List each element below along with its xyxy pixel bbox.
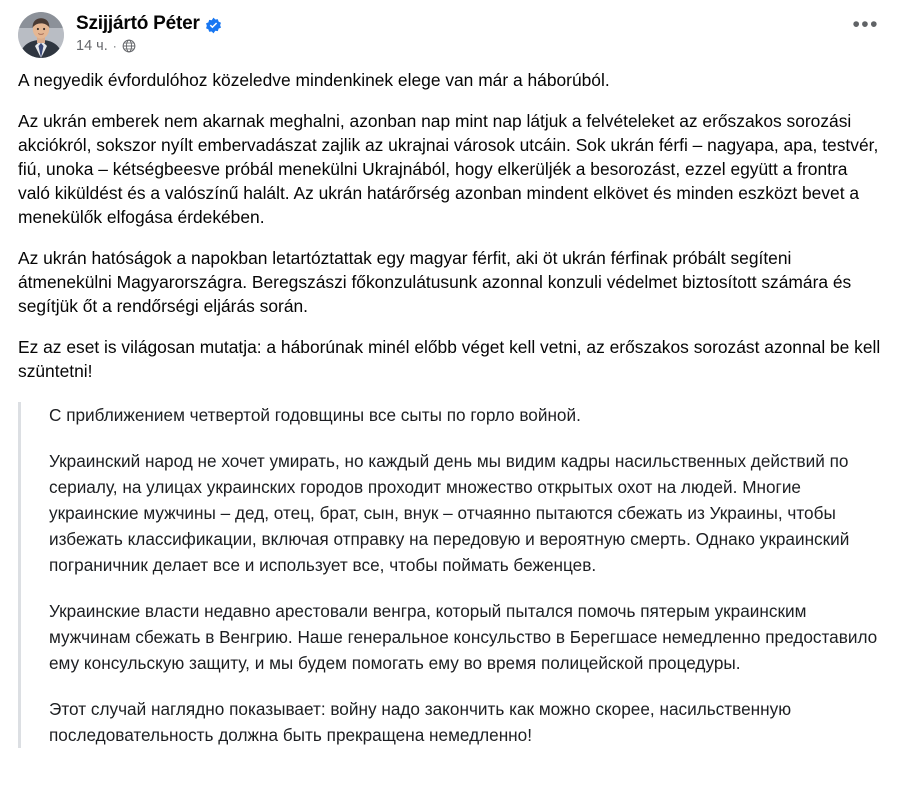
post-paragraph: Az ukrán hatóságok a napokban letartóztattak egy magyar férfit, aki öt ukrán férfinak próbált segíteni átmenekülni Magyarországra. Beregszászi főkonzulátusunk azonnal konzuli védelmet biztosított számára és segítjük őt a rendőrségi eljárás során.	[18, 248, 852, 316]
post-body	[18, 64, 881, 383]
translation-paragraph: Украинский народ не хочет умирать, но каждый день мы видим кадры насильственных действий по сериалу, на улицах украинских городов проходит множество открытых охот на людей. Многие украинские мужчины – дед, отец, брат, сын, внук – отчаянно пытаются сбежать из Украины, чтобы избежать классификации, включая отправку на передовую и вероятную смерть. Однако украинский пограничник делает все и использует все, чтобы поймать беженцев.	[49, 451, 850, 575]
translated-text-block	[18, 402, 881, 748]
post-header	[18, 10, 881, 64]
translation-paragraph: Этот случай наглядно показывает: войну надо закончить как можно скорее, насильственную последовательность должна быть прекращена немедленно!	[49, 699, 792, 745]
bottom-spacer	[18, 748, 881, 764]
post-paragraph: Ez az eset is világosan mutatja: a háborúnak minél előbb véget kell vetni, az erőszakos sorozást azonnal be kell szüntetni!	[18, 337, 881, 381]
post-options-menu-button[interactable]: •••	[852, 13, 879, 36]
author-name[interactable]: Szijjártó Péter	[76, 13, 200, 34]
post-meta	[76, 38, 844, 54]
avatar[interactable]	[18, 12, 64, 58]
meta-separator: ·	[112, 39, 117, 53]
globe-icon[interactable]	[122, 39, 136, 53]
translation-paragraph: С приближением четвертой годовщины все сыты по горло войной.	[49, 405, 581, 425]
post-header-text	[76, 12, 844, 54]
post-paragraph: A negyedik évfordulóhoz közeledve mindenkinek elege van már a háborúból.	[18, 70, 610, 90]
author-row	[76, 13, 844, 35]
translation-paragraph: Украинские власти недавно арестовали венгра, который пытался помочь пятерым украинским мужчинам сбежать в Венгрию. Наше генеральное консульство в Берегшасе немедленно предоставило ему консульскую защиту, и мы будем помогать ему во время полицейской процедуры.	[49, 601, 878, 673]
verified-badge-icon	[205, 17, 222, 34]
post-timestamp[interactable]: 14 ч.	[76, 38, 108, 54]
post-paragraph: Az ukrán emberek nem akarnak meghalni, azonban nap mint nap látjuk a felvételeket az erőszakos sorozási akciókról, sokszor nyílt embervadászat zajlik az ukrajnai városok utcáin. Sok ukrán férfi – nagyapa, apa, testvér, fiú, unoka – kétségbeesve próbál menekülni Ukrajnából, hogy elkerüljék a besorozást, ezzel együtt a frontra való kiküldést és a valószínű halált. Az ukrán határőrség azonban mindent elkövet és minden eszközt bevet a menekülők elfogása érdekében.	[18, 111, 879, 227]
